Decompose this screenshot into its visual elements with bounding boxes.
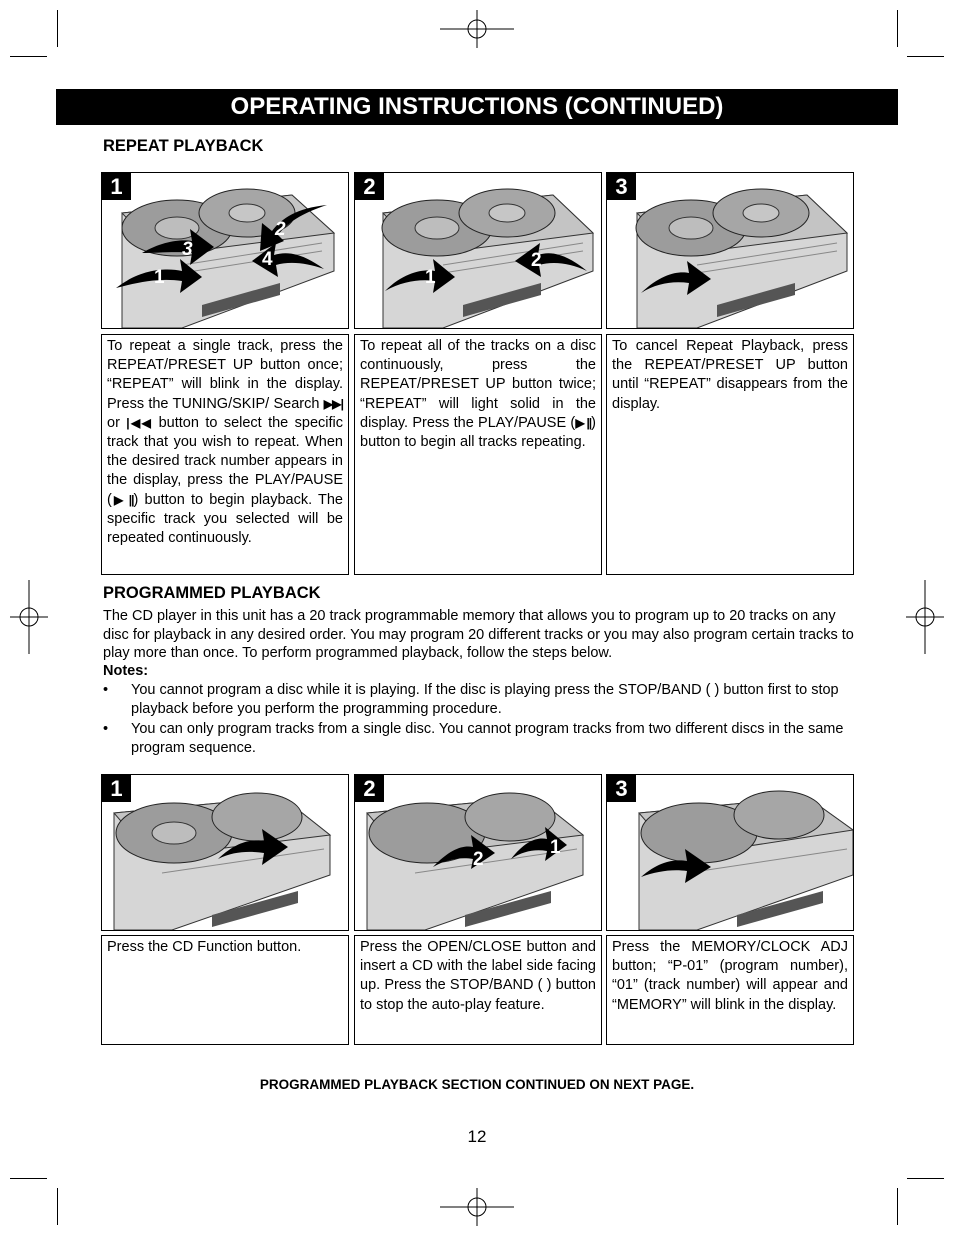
arrow-label: 1 (425, 267, 436, 288)
repeat-caption-2 (354, 334, 602, 575)
note-text: You cannot program a disc while it is playing. If the disc is playing press the STOP/BAND ( ) button first to stop playback before you perform the programming procedure. (131, 682, 839, 717)
step-number: 1 (102, 775, 131, 802)
registration-mark-icon (906, 580, 944, 654)
crop-mark (10, 56, 47, 57)
programmed-figure-2 (354, 774, 602, 931)
arrows-overlay (355, 775, 601, 930)
arrows-overlay (102, 775, 348, 930)
programmed-figure-1 (101, 774, 349, 931)
section-heading-repeat: REPEAT PLAYBACK (103, 137, 264, 155)
programmed-caption-1 (101, 935, 349, 1045)
arrow-label: 2 (275, 219, 286, 240)
caption-text: To repeat all of the tracks on a disc continuously, press the REPEAT/PRESET UP button twice; “REPEAT” will light solid in the display. Press the PLAY/PAUSE ( (360, 338, 596, 431)
crop-mark (907, 1178, 944, 1179)
programmed-caption-3 (606, 935, 854, 1045)
skip-back-icon: |◀◀ (126, 415, 153, 430)
arrow-label: 1 (154, 267, 165, 288)
step-number: 3 (607, 775, 636, 802)
arrow-label: 4 (262, 249, 273, 270)
caption-text: To cancel Repeat Playback, press the REPEAT/PRESET UP button until “REPEAT” disappears from the display. (612, 338, 848, 412)
step-number: 2 (355, 775, 384, 802)
arrows-overlay (607, 775, 853, 930)
caption-text: ) button to begin playback. The specific track you selected will be repeated continuously. (107, 491, 343, 547)
registration-mark-icon (440, 10, 514, 48)
continued-note: PROGRAMMED PLAYBACK SECTION CONTINUED ON NEXT PAGE. (259, 1077, 695, 1092)
play-pause-icon: ▶ || (575, 415, 592, 430)
repeat-caption-1 (101, 334, 349, 575)
registration-mark-icon (440, 1188, 514, 1226)
registration-mark-icon (10, 580, 48, 654)
arrows-overlay (102, 173, 348, 328)
crop-mark (57, 10, 58, 47)
notes-label: Notes: (103, 663, 149, 679)
step-number: 1 (102, 173, 131, 200)
crop-mark (897, 1188, 898, 1225)
step-number: 2 (355, 173, 384, 200)
repeat-figure-3 (606, 172, 854, 329)
crop-mark (897, 10, 898, 47)
caption-text: Press the MEMORY/CLOCK ADJ button; “P-01” (program number), “01” (track number) will appear and “MEMORY” will blink in the display. (612, 939, 848, 1013)
crop-mark (10, 1178, 47, 1179)
bullet-icon: • (103, 682, 109, 698)
arrows-overlay (607, 173, 853, 328)
arrow-label: 2 (531, 250, 542, 271)
caption-text: ) button to begin all tracks repeating. (360, 414, 596, 451)
step-number: 3 (607, 173, 636, 200)
page-title: OPERATING INSTRUCTIONS (CONTINUED) (56, 89, 898, 125)
repeat-caption-3 (606, 334, 854, 575)
caption-text: To repeat a single track, press the REPEAT/PRESET UP button once; “REPEAT” will blink in the display. Press the TUNING/SKIP/ Search (107, 338, 343, 412)
arrow-label: 2 (473, 849, 484, 870)
programmed-caption-2 (354, 935, 602, 1045)
caption-text: button to select the specific track that you wish to repeat. When the desired track number appears in the display, press the PLAY/PAUSE ( (107, 414, 343, 508)
arrow-label: 1 (550, 837, 561, 858)
arrows-overlay (355, 173, 601, 328)
bullet-icon: • (103, 721, 109, 737)
programmed-figure-3 (606, 774, 854, 931)
caption-text: Press the OPEN/CLOSE button and insert a CD with the label side facing up. Press the STOP/BAND ( ) button to stop the auto-play feature. (360, 939, 596, 1013)
caption-text: Press the CD Function button. (107, 939, 302, 955)
arrow-label: 3 (182, 239, 193, 260)
page-number: 12 (467, 1127, 487, 1146)
programmed-intro: The CD player in this unit has a 20 track programmable memory that allows you to program up to 20 tracks on any disc for playback in any desired order. You may program 20 different tracks or you may also program certain tracks to play more than once. To perform programmed playback, follow the steps below. (103, 608, 854, 661)
repeat-figure-2 (354, 172, 602, 329)
skip-forward-icon: ▶▶| (323, 396, 343, 411)
repeat-figure-1 (101, 172, 349, 329)
section-heading-programmed: PROGRAMMED PLAYBACK (103, 584, 321, 602)
note-text: You can only program tracks from a single disc. You cannot program tracks from two different discs in the same program sequence. (131, 721, 844, 756)
caption-text: or (107, 414, 127, 431)
crop-mark (57, 1188, 58, 1225)
crop-mark (907, 56, 944, 57)
play-pause-icon: ▶ || (111, 492, 134, 507)
